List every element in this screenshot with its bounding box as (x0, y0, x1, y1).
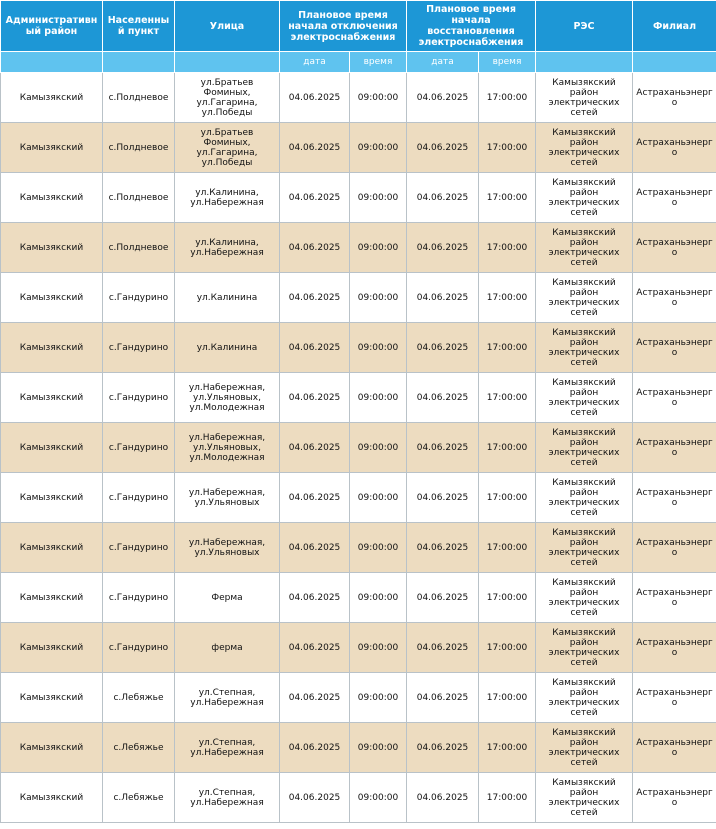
cell-on-time: 17:00:00 (479, 173, 536, 223)
table-row (1, 673, 716, 723)
cell-branch: Астраханьэнерго (633, 473, 716, 523)
cell-on-date: 04.06.2025 (407, 573, 479, 623)
header-settlement: Населенный пункт (103, 1, 175, 52)
cell-settlement: с.Гандурино (103, 373, 175, 423)
cell-off-date: 04.06.2025 (280, 623, 350, 673)
cell-off-time: 09:00:00 (350, 673, 407, 723)
cell-res: Камызякский район электрических сетей (536, 523, 633, 573)
cell-off-time: 09:00:00 (350, 323, 407, 373)
cell-on-date: 04.06.2025 (407, 273, 479, 323)
cell-res: Камызякский район электрических сетей (536, 273, 633, 323)
cell-off-date: 04.06.2025 (280, 123, 350, 173)
cell-street: ул.Набережная, ул.Ульяновых, ул.Молодежная (175, 373, 280, 423)
cell-off-time: 09:00:00 (350, 423, 407, 473)
cell-settlement: с.Гандурино (103, 473, 175, 523)
cell-off-time: 09:00:00 (350, 523, 407, 573)
cell-district: Камызякский (1, 473, 103, 523)
cell-street: ул.Степная, ул.Набережная (175, 723, 280, 773)
cell-off-date: 04.06.2025 (280, 573, 350, 623)
cell-on-date: 04.06.2025 (407, 123, 479, 173)
cell-branch: Астраханьэнерго (633, 373, 716, 423)
subheader-empty (633, 52, 716, 73)
cell-res: Камызякский район электрических сетей (536, 223, 633, 273)
cell-on-date: 04.06.2025 (407, 223, 479, 273)
cell-settlement: с.Гандурино (103, 573, 175, 623)
subheader-empty (175, 52, 280, 73)
cell-branch: Астраханьэнерго (633, 423, 716, 473)
header-restore-start: Плановое время начала восстановления электроснабжения (407, 1, 536, 52)
cell-street: ул.Братьев Фоминых, ул.Гагарина, ул.Победы (175, 73, 280, 123)
table-row (1, 573, 716, 623)
table-row (1, 173, 716, 223)
cell-res: Камызякский район электрических сетей (536, 673, 633, 723)
subheader-empty (536, 52, 633, 73)
cell-street: ул.Калинина (175, 273, 280, 323)
cell-on-time: 17:00:00 (479, 523, 536, 573)
cell-branch: Астраханьэнерго (633, 623, 716, 673)
cell-district: Камызякский (1, 673, 103, 723)
cell-res: Камызякский район электрических сетей (536, 473, 633, 523)
table-row (1, 73, 716, 123)
cell-off-time: 09:00:00 (350, 223, 407, 273)
cell-street: ул.Набережная, ул.Ульяновых, ул.Молодежная (175, 423, 280, 473)
cell-off-time: 09:00:00 (350, 573, 407, 623)
cell-on-date: 04.06.2025 (407, 673, 479, 723)
cell-off-date: 04.06.2025 (280, 273, 350, 323)
cell-branch: Астраханьэнерго (633, 73, 716, 123)
cell-on-time: 17:00:00 (479, 273, 536, 323)
cell-on-time: 17:00:00 (479, 623, 536, 673)
cell-district: Камызякский (1, 773, 103, 823)
cell-on-date: 04.06.2025 (407, 73, 479, 123)
cell-district: Камызякский (1, 423, 103, 473)
cell-branch: Астраханьэнерго (633, 273, 716, 323)
cell-street: ул.Степная, ул.Набережная (175, 673, 280, 723)
subheader-empty (103, 52, 175, 73)
table-row (1, 323, 716, 373)
cell-settlement: с.Лебяжье (103, 773, 175, 823)
cell-settlement: с.Полдневое (103, 123, 175, 173)
table-row (1, 223, 716, 273)
cell-res: Камызякский район электрических сетей (536, 173, 633, 223)
cell-off-time: 09:00:00 (350, 273, 407, 323)
cell-street: ул.Братьев Фоминых, ул.Гагарина, ул.Победы (175, 123, 280, 173)
cell-branch: Астраханьэнерго (633, 723, 716, 773)
cell-settlement: с.Гандурино (103, 423, 175, 473)
cell-off-date: 04.06.2025 (280, 773, 350, 823)
cell-on-time: 17:00:00 (479, 773, 536, 823)
cell-off-time: 09:00:00 (350, 723, 407, 773)
cell-on-date: 04.06.2025 (407, 473, 479, 523)
cell-branch: Астраханьэнерго (633, 523, 716, 573)
cell-on-date: 04.06.2025 (407, 773, 479, 823)
table-row (1, 273, 716, 323)
cell-branch: Астраханьэнерго (633, 673, 716, 723)
table-row (1, 723, 716, 773)
table-row (1, 373, 716, 423)
cell-off-date: 04.06.2025 (280, 723, 350, 773)
cell-off-time: 09:00:00 (350, 373, 407, 423)
cell-off-date: 04.06.2025 (280, 673, 350, 723)
cell-branch: Астраханьэнерго (633, 223, 716, 273)
cell-res: Камызякский район электрических сетей (536, 73, 633, 123)
cell-district: Камызякский (1, 323, 103, 373)
table-row (1, 623, 716, 673)
cell-off-date: 04.06.2025 (280, 73, 350, 123)
cell-settlement: с.Гандурино (103, 273, 175, 323)
cell-street: ул.Степная, ул.Набережная (175, 773, 280, 823)
cell-district: Камызякский (1, 73, 103, 123)
cell-settlement: с.Гандурино (103, 623, 175, 673)
cell-on-date: 04.06.2025 (407, 173, 479, 223)
subheader-on-time: время (479, 52, 536, 73)
cell-district: Камызякский (1, 523, 103, 573)
cell-on-time: 17:00:00 (479, 473, 536, 523)
header-branch: Филиал (633, 1, 716, 52)
cell-on-time: 17:00:00 (479, 323, 536, 373)
table-row (1, 423, 716, 473)
cell-district: Камызякский (1, 273, 103, 323)
cell-off-date: 04.06.2025 (280, 173, 350, 223)
table-row (1, 123, 716, 173)
cell-on-date: 04.06.2025 (407, 723, 479, 773)
cell-district: Камызякский (1, 123, 103, 173)
cell-settlement: с.Полдневое (103, 223, 175, 273)
cell-on-time: 17:00:00 (479, 373, 536, 423)
cell-on-time: 17:00:00 (479, 223, 536, 273)
cell-settlement: с.Лебяжье (103, 723, 175, 773)
cell-branch: Астраханьэнерго (633, 123, 716, 173)
cell-on-date: 04.06.2025 (407, 323, 479, 373)
cell-street: ферма (175, 623, 280, 673)
cell-off-date: 04.06.2025 (280, 423, 350, 473)
cell-settlement: с.Гандурино (103, 523, 175, 573)
cell-on-time: 17:00:00 (479, 123, 536, 173)
cell-settlement: с.Полдневое (103, 73, 175, 123)
cell-branch: Астраханьэнерго (633, 323, 716, 373)
cell-on-date: 04.06.2025 (407, 523, 479, 573)
cell-district: Камызякский (1, 373, 103, 423)
cell-off-time: 09:00:00 (350, 473, 407, 523)
cell-res: Камызякский район электрических сетей (536, 773, 633, 823)
cell-district: Камызякский (1, 173, 103, 223)
subheader-off-time: время (350, 52, 407, 73)
cell-off-date: 04.06.2025 (280, 473, 350, 523)
cell-res: Камызякский район электрических сетей (536, 723, 633, 773)
header-district: Административный район (1, 1, 103, 52)
header-res: РЭС (536, 1, 633, 52)
cell-on-time: 17:00:00 (479, 73, 536, 123)
cell-branch: Астраханьэнерго (633, 573, 716, 623)
cell-street: Ферма (175, 573, 280, 623)
cell-settlement: с.Полдневое (103, 173, 175, 223)
cell-res: Камызякский район электрических сетей (536, 123, 633, 173)
cell-street: ул.Калинина, ул.Набережная (175, 173, 280, 223)
cell-off-time: 09:00:00 (350, 623, 407, 673)
cell-district: Камызякский (1, 573, 103, 623)
cell-settlement: с.Лебяжье (103, 673, 175, 723)
cell-on-time: 17:00:00 (479, 673, 536, 723)
cell-district: Камызякский (1, 623, 103, 673)
cell-district: Камызякский (1, 723, 103, 773)
table-row (1, 523, 716, 573)
cell-street: ул.Набережная, ул.Ульяновых (175, 523, 280, 573)
table-body (1, 73, 716, 823)
cell-street: ул.Калинина, ул.Набережная (175, 223, 280, 273)
header-off-start: Плановое время начала отключения электроснабжения (280, 1, 407, 52)
cell-off-date: 04.06.2025 (280, 323, 350, 373)
cell-off-time: 09:00:00 (350, 773, 407, 823)
subheader-off-date: дата (280, 52, 350, 73)
cell-off-date: 04.06.2025 (280, 223, 350, 273)
cell-on-date: 04.06.2025 (407, 623, 479, 673)
cell-off-date: 04.06.2025 (280, 523, 350, 573)
cell-on-date: 04.06.2025 (407, 423, 479, 473)
cell-res: Камызякский район электрических сетей (536, 623, 633, 673)
cell-off-time: 09:00:00 (350, 123, 407, 173)
header-street: Улица (175, 1, 280, 52)
cell-on-time: 17:00:00 (479, 723, 536, 773)
cell-res: Камызякский район электрических сетей (536, 423, 633, 473)
subheader-empty (1, 52, 103, 73)
cell-on-time: 17:00:00 (479, 423, 536, 473)
cell-branch: Астраханьэнерго (633, 773, 716, 823)
cell-street: ул.Калинина (175, 323, 280, 373)
subheader-on-date: дата (407, 52, 479, 73)
cell-branch: Астраханьэнерго (633, 173, 716, 223)
cell-on-time: 17:00:00 (479, 573, 536, 623)
cell-off-date: 04.06.2025 (280, 373, 350, 423)
cell-res: Камызякский район электрических сетей (536, 373, 633, 423)
cell-street: ул.Набережная, ул.Ульяновых (175, 473, 280, 523)
cell-settlement: с.Гандурино (103, 323, 175, 373)
cell-res: Камызякский район электрических сетей (536, 323, 633, 373)
table-row (1, 473, 716, 523)
cell-res: Камызякский район электрических сетей (536, 573, 633, 623)
cell-off-time: 09:00:00 (350, 173, 407, 223)
cell-off-time: 09:00:00 (350, 73, 407, 123)
cell-district: Камызякский (1, 223, 103, 273)
cell-on-date: 04.06.2025 (407, 373, 479, 423)
table-row (1, 773, 716, 823)
